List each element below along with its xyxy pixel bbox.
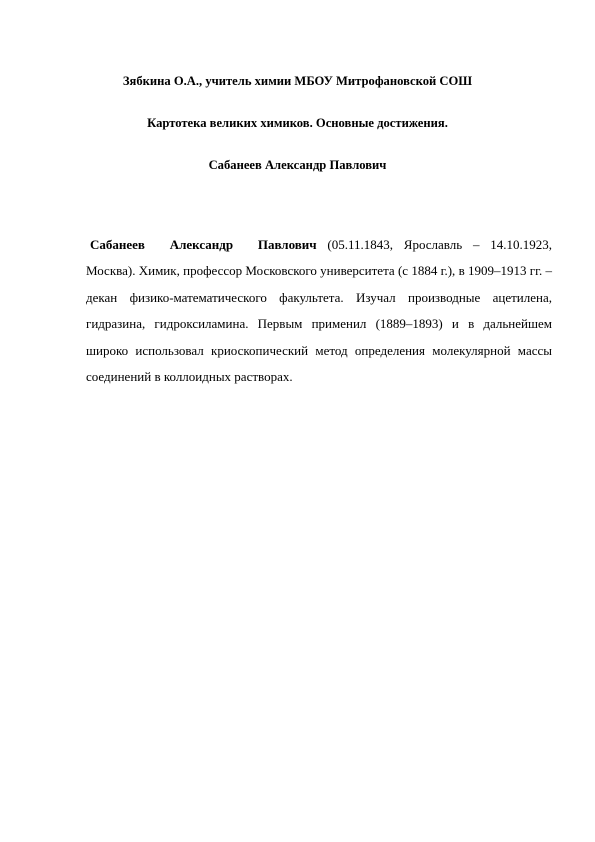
biography-text: (05.11.1843, Ярославль – 14.10.1923, Москва). Химик, профессор Московского университета (с 1884 г.), в 1909–1913 гг. – декан физико-математического факультета. Изучал производные ацетилена, гидразина, гидроксиламина. Первым применил (1889–1893) и в дальнейшем широко использовал криоскопический метод определения молекулярной массы соединений в коллоидных растворах.	[86, 237, 552, 385]
biography-paragraph	[86, 232, 552, 390]
chemist-name-heading: Сабанеев Александр Павлович	[208, 158, 387, 172]
card-title: Картотека великих химиков. Основные достижения.	[147, 116, 448, 130]
chemist-name-inline: Сабанеев Александр Павлович	[90, 237, 317, 252]
author-line: Зябкина О.А., учитель химии МБОУ Митрофановской СОШ	[122, 74, 473, 88]
